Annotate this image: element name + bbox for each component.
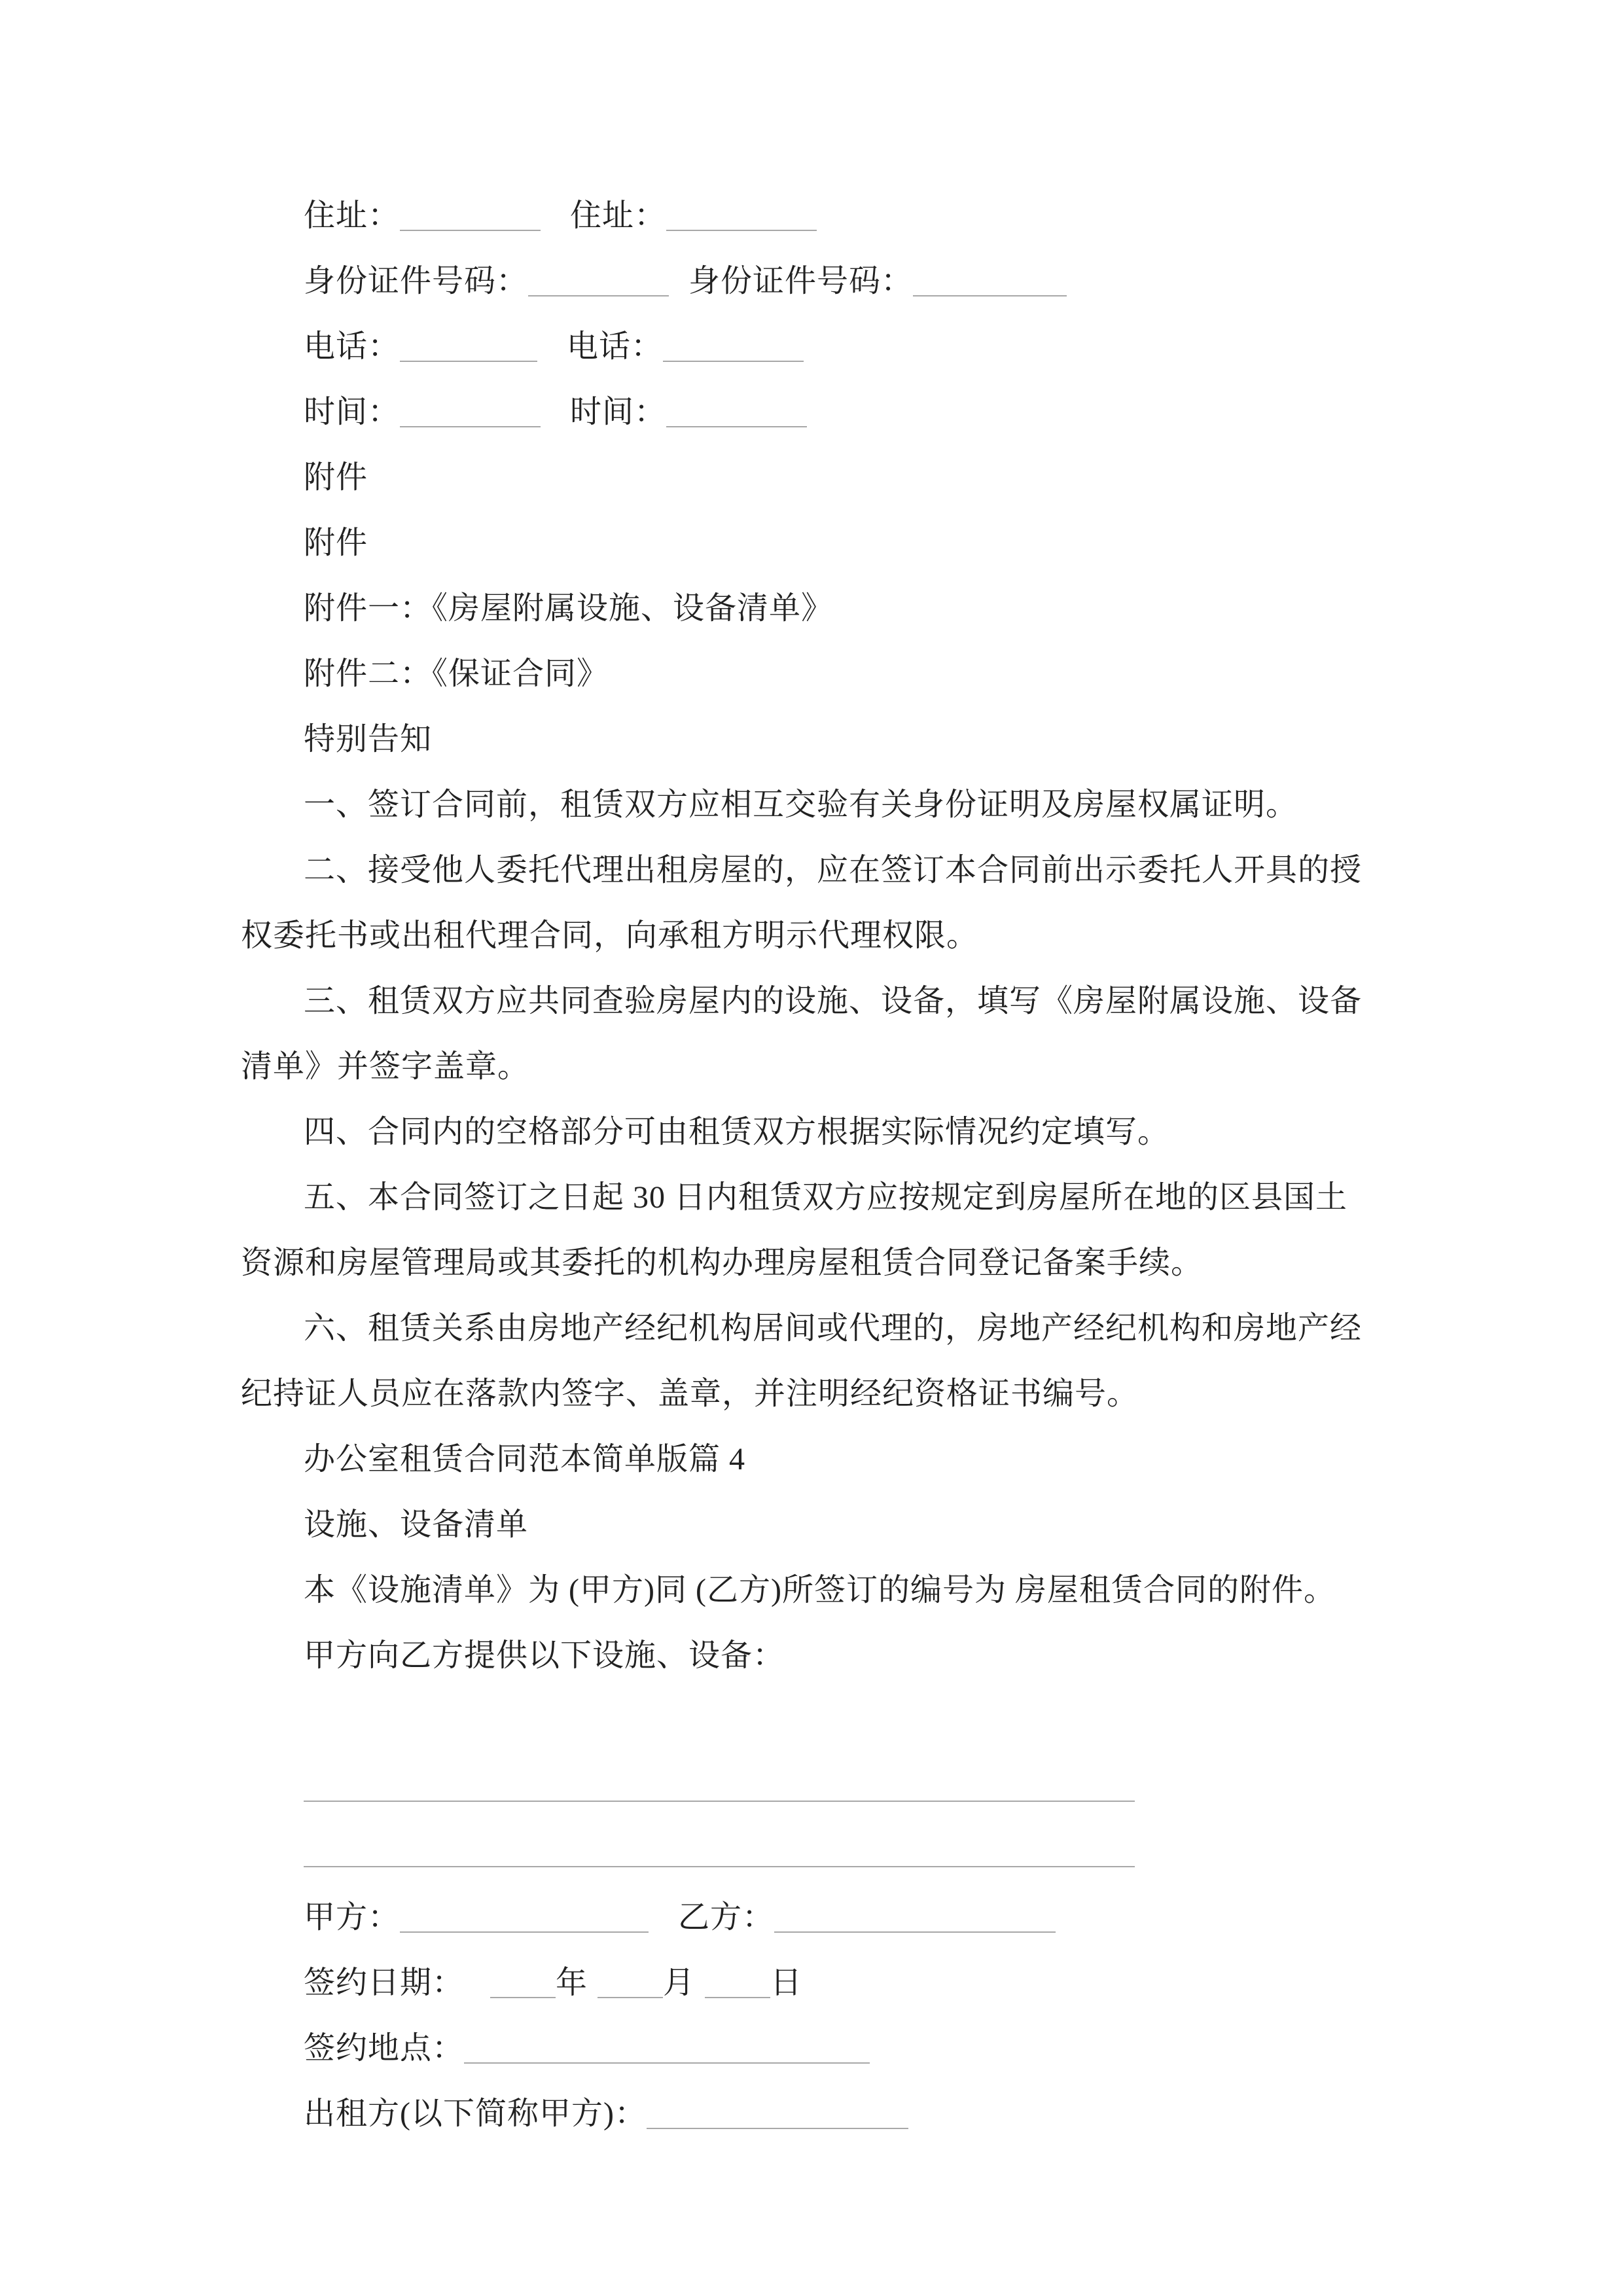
fill-in-blank — [666, 393, 807, 427]
document-line — [241, 314, 1393, 380]
document-line — [241, 1361, 1393, 1427]
document-line — [241, 1820, 1393, 1885]
fill-in-blank — [400, 197, 541, 231]
text-run: 住址： — [570, 198, 667, 233]
document-page — [241, 183, 1393, 2147]
document-line — [241, 2081, 1393, 2147]
text-run: 时间： — [570, 395, 667, 429]
text-run: 清单》并签字盖章。 — [241, 1049, 530, 1084]
text-run: 设施、设备清单 — [304, 1507, 529, 1542]
text-run: 五、本合同签订之日起 30 日内租赁双方应按规定到房屋所在地的区县国土 — [304, 1180, 1348, 1215]
spacer — [541, 219, 570, 226]
text-run: 特别告知 — [304, 722, 433, 757]
text-run: 办公室租赁合同范本简单版篇 4 — [304, 1442, 746, 1477]
document-line — [241, 1885, 1393, 1950]
text-run: 附件二：《保证合同》 — [304, 656, 609, 691]
fill-in-blank — [913, 262, 1067, 296]
document-line — [241, 903, 1393, 969]
document-line — [241, 641, 1393, 707]
text-run: 电话： — [567, 329, 664, 364]
text-run: 日 — [770, 1965, 803, 2000]
fill-in-blank — [304, 1768, 1135, 1802]
document-line — [241, 183, 1393, 249]
spacer — [464, 1986, 490, 1993]
document-line — [241, 707, 1393, 772]
fill-in-blank — [528, 262, 669, 296]
text-run: 住址： — [304, 198, 401, 233]
document-line — [241, 249, 1393, 314]
text-run: 资源和房屋管理局或其委托的机构办理房屋租赁合同登记备案手续。 — [241, 1246, 1204, 1280]
text-run: 附件 — [304, 526, 368, 560]
spacer — [541, 416, 570, 422]
fill-in-blank — [490, 1964, 556, 1998]
text-run: 三、租赁双方应共同查验房屋内的设施、设备，填写《房屋附属设施、设备 — [304, 984, 1363, 1018]
fill-in-blank — [400, 328, 537, 362]
text-run: 本《设施清单》为 (甲方)同 (乙方)所签订的编号为 房屋租赁合同的附件。 — [304, 1573, 1336, 1607]
text-run: 一、签订合同前，租赁双方应相互交验有关身份证明及房屋权属证明。 — [304, 787, 1298, 822]
text-run: 签约地点： — [304, 2031, 465, 2066]
text-run: 出租方(以下简称甲方)： — [304, 2096, 647, 2131]
spacer — [669, 285, 688, 291]
document-line — [241, 445, 1393, 511]
text-run: 权委托书或出租代理合同，向承租方明示代理权限。 — [241, 918, 979, 953]
text-run: 月 — [663, 1965, 696, 2000]
fill-in-blank — [597, 1964, 663, 1998]
text-run: 电话： — [304, 329, 401, 364]
document-line — [241, 380, 1393, 445]
text-run: 乙方： — [678, 1900, 775, 1935]
document-line — [241, 1558, 1393, 1623]
document-line — [241, 838, 1393, 903]
text-run: 年 — [556, 1965, 588, 2000]
document-line — [241, 1230, 1393, 1296]
fill-in-blank — [666, 197, 817, 231]
document-line — [241, 2016, 1393, 2081]
document-line — [241, 1950, 1393, 2016]
document-line — [241, 1165, 1393, 1230]
document-line — [241, 511, 1393, 576]
spacer — [588, 1986, 597, 1993]
spacer — [537, 350, 567, 357]
document-line — [241, 1100, 1393, 1165]
document-body — [241, 183, 1393, 2147]
fill-in-blank — [705, 1964, 770, 1998]
text-run: 甲方向乙方提供以下设施、设备： — [304, 1638, 785, 1673]
document-line — [241, 1754, 1393, 1820]
document-line — [241, 969, 1393, 1034]
text-run: 身份证件号码： — [688, 264, 914, 298]
text-run: 甲方： — [304, 1900, 401, 1935]
fill-in-blank — [304, 1833, 1135, 1867]
fill-in-blank — [647, 2095, 908, 2129]
text-run: 时间： — [304, 395, 401, 429]
document-line — [241, 1492, 1393, 1558]
fill-in-blank — [400, 393, 541, 427]
text-run: 身份证件号码： — [304, 264, 529, 298]
spacer — [695, 1986, 705, 1993]
text-run: 附件 — [304, 460, 368, 495]
document-line — [241, 1296, 1393, 1361]
document-line — [241, 772, 1393, 838]
document-line — [241, 1034, 1393, 1100]
document-line — [241, 576, 1393, 641]
fill-in-blank — [774, 1899, 1056, 1933]
text-run: 四、合同内的空格部分可由租赁双方根据实际情况约定填写。 — [304, 1115, 1170, 1149]
text-run: 附件一：《房屋附属设施、设备清单》 — [304, 591, 834, 626]
fill-in-blank — [464, 2030, 870, 2064]
text-run: 纪持证人员应在落款内签字、盖章，并注明经纪资格证书编号。 — [241, 1376, 1139, 1411]
fill-in-blank — [400, 1899, 649, 1933]
document-line — [241, 1623, 1393, 1689]
fill-in-blank — [663, 328, 804, 362]
text-run: 六、租赁关系由房地产经纪机构居间或代理的，房地产经纪机构和房地产经 — [304, 1311, 1363, 1346]
text-run: 二、接受他人委托代理出租房屋的，应在签订本合同前出示委托人开具的授 — [304, 853, 1363, 888]
blank-line — [241, 1689, 1393, 1754]
text-run: 签约日期： — [304, 1965, 465, 2000]
spacer — [649, 1921, 678, 1928]
document-line — [241, 1427, 1393, 1492]
